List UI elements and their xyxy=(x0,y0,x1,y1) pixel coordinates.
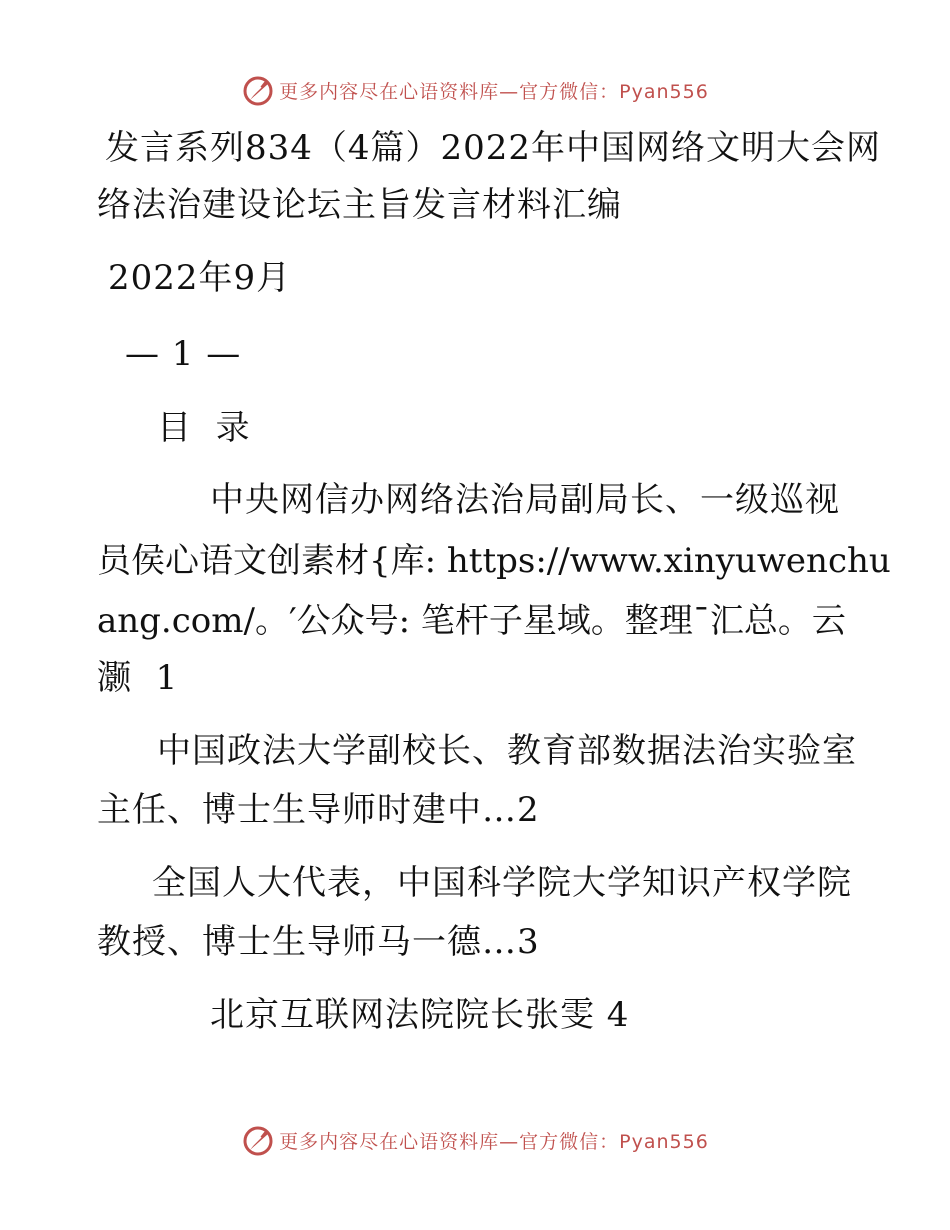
toc-entry-3-line-1: 全国人大代表，中国科学院大学知识产权学院 xyxy=(152,863,852,903)
toc-entry-3-line-2: 教授、博士生导师马一德…3 xyxy=(97,922,540,962)
toc-entry-2-line-2: 主任、博士生导师时建中…2 xyxy=(97,790,540,830)
page-marker: — 1 — xyxy=(125,334,242,374)
toc-entry-2-line-1: 中国政法大学副校长、教育部数据法治实验室 xyxy=(157,731,857,771)
header-watermark xyxy=(0,70,950,110)
document-title-line-1: 发言系列834（4篇）2022年中国网络文明大会网 xyxy=(105,128,882,168)
watermark-text: 更多内容尽在心语资料库—官方微信：Pyan556 xyxy=(279,1130,709,1153)
toc-entry-1-line-4: 灏 1 xyxy=(97,658,179,698)
toc-entry-4-line-1: 北京互联网法院院长张雯 4 xyxy=(210,995,630,1035)
quill-logo-icon xyxy=(241,73,275,107)
toc-heading: 目 录 xyxy=(157,408,251,448)
watermark-text: 更多内容尽在心语资料库—官方微信：Pyan556 xyxy=(279,80,709,103)
document-date: 2022年9月 xyxy=(108,258,292,298)
document-title-line-2: 络法治建设论坛主旨发言材料汇编 xyxy=(97,185,622,225)
toc-entry-1-line-3: ang.com/。′公众号: 笔杆子星域。整理¯汇总。云 xyxy=(97,601,846,641)
toc-entry-1-line-1: 中央网信办网络法治局副局长、一级巡视 xyxy=(210,480,840,520)
quill-logo-icon xyxy=(241,1123,275,1157)
footer-watermark xyxy=(0,1120,950,1160)
toc-entry-1-line-2: 员侯心语文创素材{库: https://www.xinyuwenchu xyxy=(97,541,891,581)
